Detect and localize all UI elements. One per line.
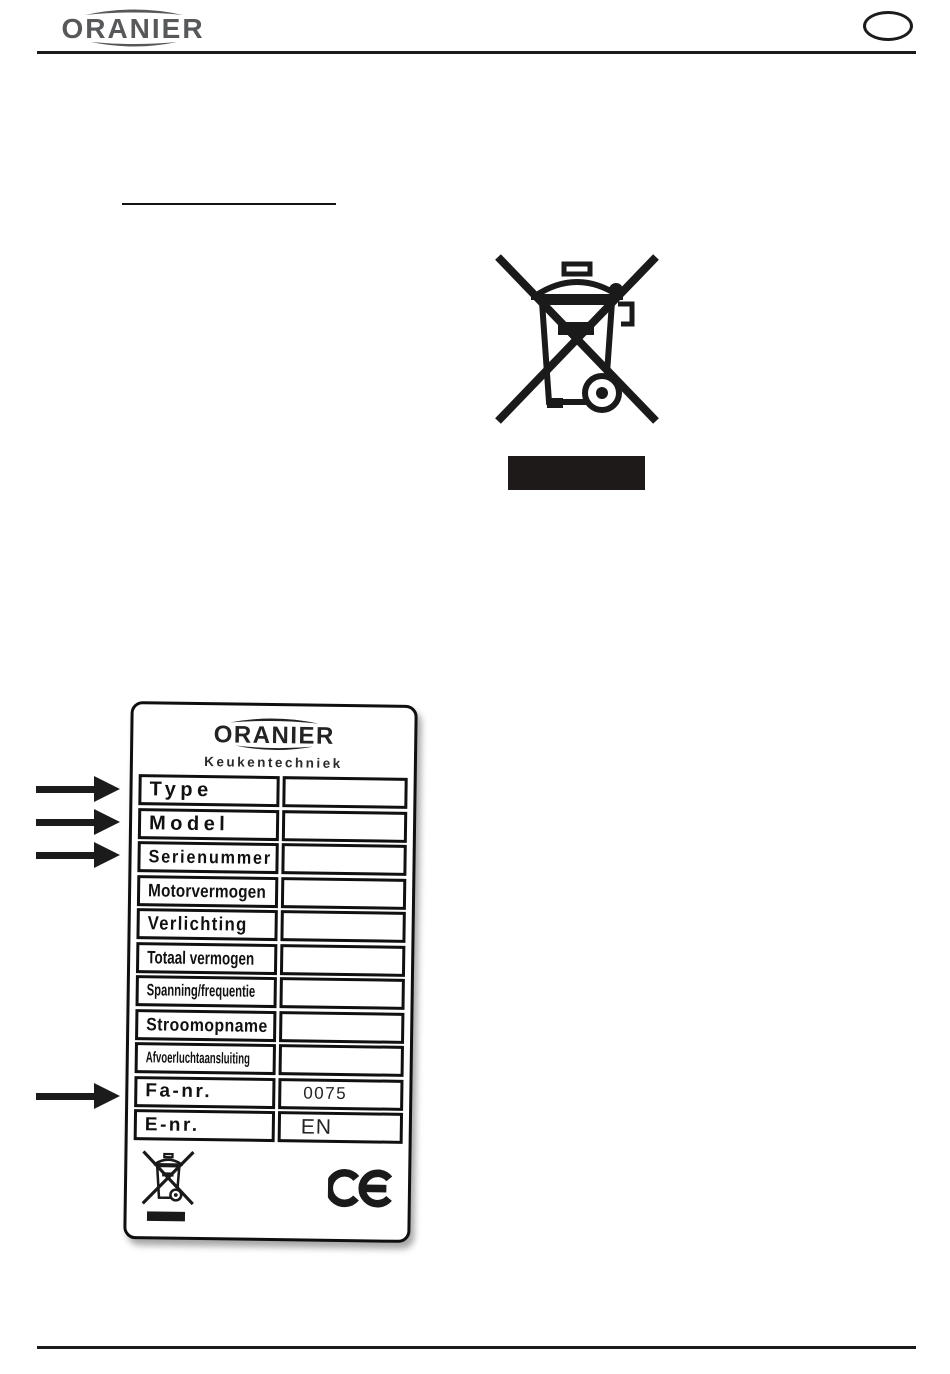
language-oval-badge [863,11,913,41]
plate-header [139,709,409,778]
plate-value-cell [279,1011,404,1044]
plate-label-cell [136,975,277,1008]
plate-label-cell [135,1042,276,1075]
plate-row [136,975,405,1010]
plate-row-label: Spanning/frequentie [146,981,256,1001]
plate-row-label: Serienummer [148,846,273,869]
heading-underline [122,203,336,205]
pointer-arrow-fa-nr [36,1083,120,1109]
plate-value-cell [282,776,407,809]
plate-row-label: Motorvermogen [147,879,267,902]
plate-value-cell [278,1078,403,1111]
pointer-arrow-model [36,809,120,835]
plate-label-cell [136,908,277,941]
plate-row [136,942,405,977]
pointer-arrow-serienummer [36,842,120,868]
plate-row-label: Totaal vermogen [147,946,255,969]
plate-value-cell [280,944,405,977]
weee-bar [508,456,645,490]
plate-label-cell [135,1009,276,1042]
header-rule [37,51,916,54]
plate-row [134,1109,403,1144]
brand-wordmark-text: ORANIER [61,13,205,44]
plate-row-value: 0075 [303,1083,348,1104]
plate-row-label: Type [149,778,213,802]
plate-row [137,875,406,910]
plate-label-cell [136,942,277,975]
plate-row [137,841,406,876]
plate-label-cell [137,875,278,908]
arrow-right-icon [36,842,120,868]
plate-label-cell [137,841,278,874]
pointer-arrow-type [36,776,120,802]
weee-bar [147,1211,185,1221]
plate-row-label: Afvoerluchtaansluiting [145,1048,251,1068]
plate-value-cell [278,1111,403,1144]
plate-weee-crossed-bin-icon [140,1149,195,1226]
plate-row-label: Fa-nr. [145,1080,213,1103]
plate-label-cell [138,808,279,841]
weee-figure [492,250,662,496]
oranier-wordmark-icon [44,4,222,50]
plate-label-cell [134,1076,275,1109]
plate-label-cell [138,774,279,807]
plate-value-cell [280,910,405,943]
ce-mark-icon [328,1165,395,1210]
plate-value-cell [282,810,407,843]
brand-logo [44,4,222,55]
rating-plate [123,701,417,1242]
footer-rule [37,1346,916,1349]
plate-row-label: Model [148,811,230,835]
plate-row [135,1042,404,1077]
arrow-right-icon [36,776,120,802]
plate-row [134,1076,403,1111]
plate-row [136,908,405,943]
weee-crossed-bin-icon [492,250,662,496]
arrow-right-icon [36,1083,120,1109]
plate-value-cell [281,843,406,876]
plate-row [135,1009,404,1044]
plate-value-cell [279,1044,404,1077]
plate-row-label: Stroomopname [146,1013,268,1036]
plate-value-cell [279,977,404,1010]
plate-value-cell [281,877,406,910]
plate-row-label: E-nr. [144,1113,200,1136]
plate-brand-text: ORANIER [213,721,335,750]
plate-row-value: EN [300,1114,333,1139]
plate-row-label: Verlichting [147,912,248,936]
plate-row [138,774,407,809]
plate-row [138,808,407,843]
plate-bottom-row [132,1143,402,1233]
plate-oranier-wordmark-icon [190,713,359,753]
plate-subtitle: Keukentechniek [204,754,343,771]
plate-label-cell [134,1109,275,1142]
arrow-right-icon [36,809,120,835]
